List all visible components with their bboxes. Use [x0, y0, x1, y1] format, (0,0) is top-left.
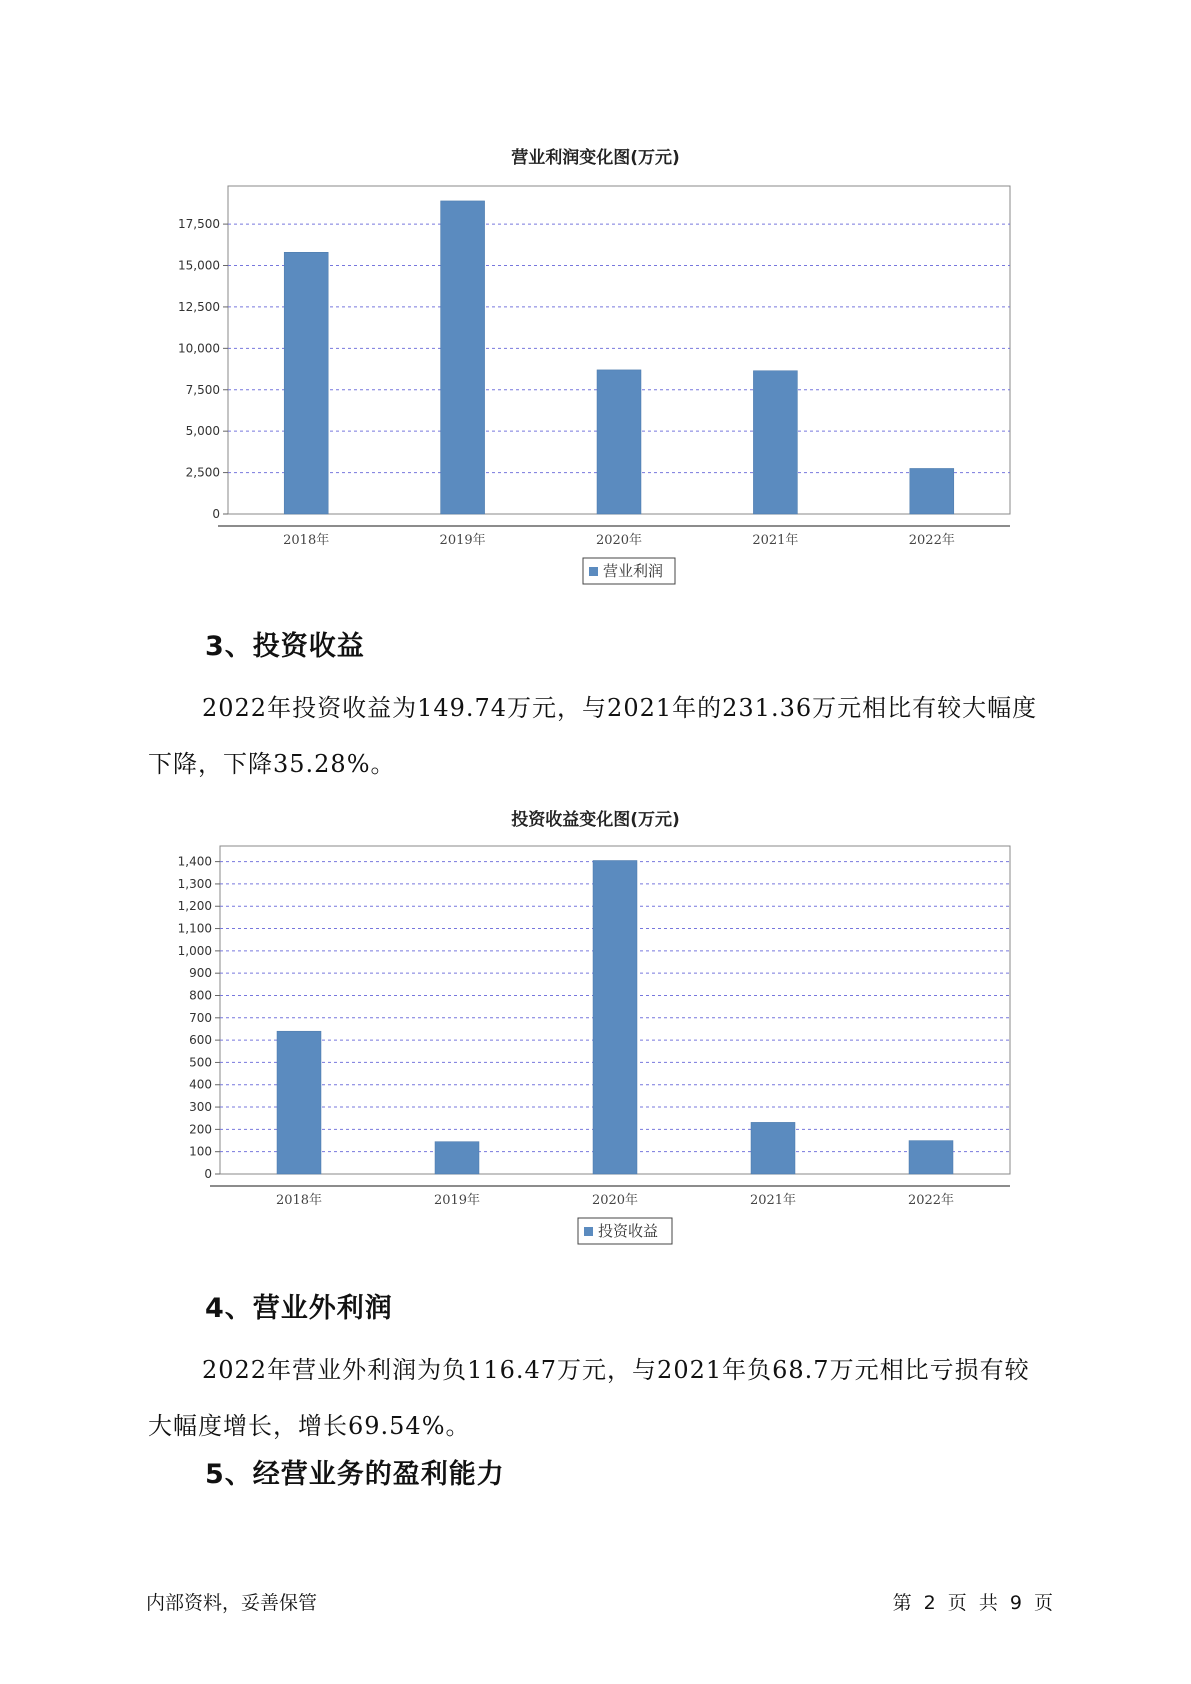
y-tick-label: 2,500 — [185, 465, 220, 480]
footer-page-number: 第 2 页 共 9 页 — [892, 1592, 1053, 1614]
y-tick-label: 12,500 — [178, 299, 220, 314]
y-tick-label: 400 — [189, 1077, 212, 1092]
x-tick-label: 2022年 — [907, 1193, 955, 1208]
x-tick-label: 2021年 — [749, 1193, 797, 1208]
bar — [277, 1031, 321, 1174]
legend-label: 投资收益 — [598, 1222, 659, 1240]
bar — [435, 1142, 479, 1174]
y-tick-label: 100 — [189, 1144, 212, 1159]
section-3-heading: 3、投资收益 — [205, 631, 365, 662]
y-tick-label: 1,300 — [177, 876, 212, 891]
y-tick-label: 300 — [189, 1100, 212, 1115]
y-tick-label: 900 — [189, 966, 212, 981]
bar — [284, 252, 328, 514]
y-tick-label: 700 — [189, 1010, 212, 1025]
y-tick-label: 600 — [189, 1033, 212, 1048]
section-5-heading: 5、经营业务的盈利能力 — [205, 1459, 505, 1490]
x-tick-label: 2020年 — [595, 533, 643, 548]
y-tick-label: 200 — [189, 1122, 212, 1137]
y-tick-label: 800 — [189, 988, 212, 1003]
x-tick-label: 2020年 — [591, 1193, 639, 1208]
y-tick-label: 1,400 — [177, 854, 212, 869]
bar — [910, 468, 954, 514]
y-tick-label: 500 — [189, 1055, 212, 1070]
y-tick-label: 1,100 — [177, 921, 212, 936]
y-tick-label: 7,500 — [185, 382, 220, 397]
y-tick-label: 10,000 — [178, 341, 220, 356]
x-tick-label: 2022年 — [908, 533, 955, 548]
x-tick-label: 2021年 — [752, 533, 799, 548]
x-tick-label: 2018年 — [275, 1193, 323, 1208]
investment-income-chart — [0, 838, 1191, 1258]
y-tick-label: 0 — [204, 1167, 212, 1181]
operating-profit-chart — [0, 170, 1191, 610]
bar — [441, 201, 485, 514]
x-tick-label: 2018年 — [283, 533, 330, 548]
x-tick-label: 2019年 — [439, 533, 486, 548]
y-tick-label: 1,000 — [177, 943, 212, 958]
bar — [909, 1141, 953, 1174]
section-4-heading: 4、营业外利润 — [205, 1293, 393, 1324]
legend-swatch — [589, 567, 598, 576]
bar — [593, 861, 637, 1174]
legend-swatch — [584, 1227, 593, 1236]
bar — [753, 371, 797, 514]
chart2-title: 投资收益变化图(万元) — [511, 810, 680, 830]
section-3-paragraph: 2022年投资收益为149.74万元，与2021年的231.36万元相比有较大幅度下降，下降35.28%。 — [148, 694, 1038, 778]
y-tick-label: 15,000 — [178, 258, 220, 273]
legend-label: 营业利润 — [603, 562, 664, 580]
section-4-paragraph: 2022年营业外利润为负116.47万元，与2021年负68.7万元相比亏损有较大幅度增长，增长69.54%。 — [148, 1356, 1030, 1440]
chart1-title: 营业利润变化图(万元) — [511, 148, 680, 168]
bar — [597, 370, 641, 514]
footer-confidential-note: 内部资料，妥善保管 — [146, 1592, 318, 1614]
bar — [751, 1122, 795, 1174]
x-tick-label: 2019年 — [433, 1193, 481, 1208]
y-tick-label: 0 — [212, 507, 220, 521]
y-tick-label: 17,500 — [178, 217, 220, 232]
y-tick-label: 1,200 — [177, 899, 212, 914]
y-tick-label: 5,000 — [185, 424, 220, 439]
